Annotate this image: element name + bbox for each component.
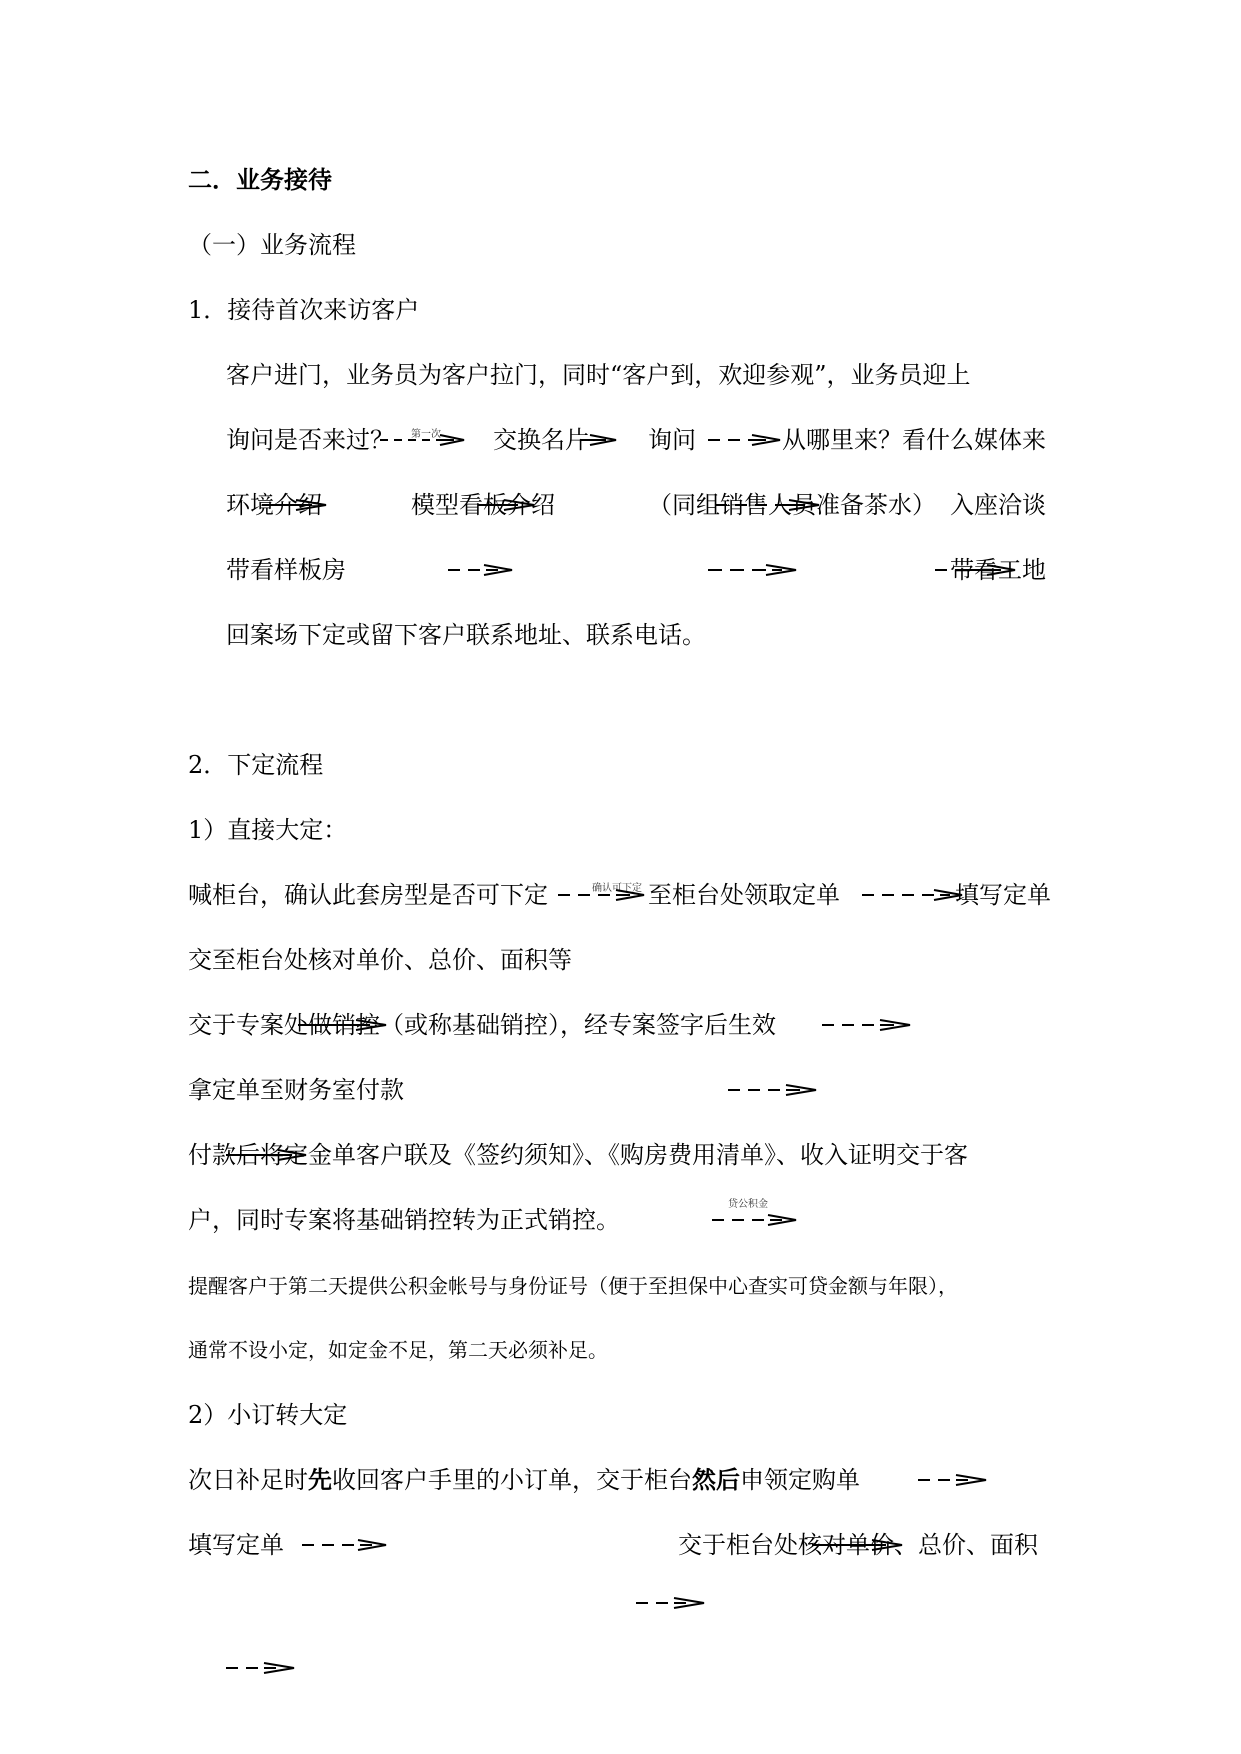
flow-arrow: [862, 889, 967, 901]
section-heading: 二．业务接待: [188, 165, 332, 194]
flow-arrow: [580, 434, 620, 446]
item1-line-where-from: 从哪里来？看什么媒体来: [782, 426, 1046, 454]
flow-arrow: [448, 564, 518, 576]
flow-arrow: [822, 1019, 917, 1031]
item2-line-verify: 交至柜台处核对单价、总价、面积等: [188, 946, 572, 974]
item2-line-after-pay: 付款后将定金单客户联及《签约须知》、《购房费用清单》、收入证明交于客: [188, 1141, 968, 1169]
item2-sub2-fill: 填写定单: [188, 1531, 284, 1559]
item2-sub2-line1: [188, 1468, 860, 1492]
item1-line-sit-down: 入座洽谈: [950, 491, 1046, 519]
section-subheading: （一）业务流程: [188, 231, 356, 259]
item1-line-site: 带看工地: [950, 556, 1046, 584]
item2-sub1: 1）直接大定：: [188, 816, 348, 844]
flow-arrow: [298, 1019, 393, 1031]
flow-arrow: [812, 1539, 907, 1551]
item2-line-call-counter: 喊柜台，确认此套房型是否可下定: [188, 881, 548, 909]
item1-title: 1．接待首次来访客户: [188, 296, 420, 324]
sub2-line1-part-b: 先: [308, 1466, 332, 1494]
flow-arrow: [380, 434, 470, 446]
flow-arrow: [935, 564, 1020, 576]
flow-arrow: [708, 564, 803, 576]
flow-arrow: [712, 1214, 802, 1226]
item2-sub2-verify: 交于柜台处核对单价、总价、面积: [678, 1531, 1038, 1559]
item2-line-fill-form: 填写定单: [955, 881, 1051, 909]
sub2-line1-part-a: 次日补足时: [188, 1466, 308, 1494]
flow-arrow: [918, 1474, 993, 1486]
item2-sub2: 2）小订转大定: [188, 1401, 348, 1429]
small-label-first-time: 第一次: [411, 429, 441, 440]
item1-line-exchange-cards: 交换名片: [493, 426, 589, 454]
flow-arrow: [708, 434, 783, 446]
item1-line-return: 回案场下定或留下客户联系地址、联系电话。: [226, 621, 706, 649]
item2-title: 2．下定流程: [188, 751, 324, 779]
item2-line-remind: 提醒客户于第二天提供公积金帐号与身份证号（便于至担保中心查实可贷金额与年限），: [188, 1274, 958, 1298]
flow-arrow: [262, 499, 332, 511]
small-label-confirm: 确认可下定: [592, 883, 642, 894]
small-label-fund: 贷公积金: [728, 1199, 768, 1210]
item1-line-environment: 环境介绍: [226, 491, 322, 519]
item2-line-pay: 拿定单至财务室付款: [188, 1076, 404, 1104]
item1-line-tea: （同组销售人员准备茶水）: [648, 491, 936, 519]
sub2-line1-part-d: 然后: [692, 1466, 740, 1494]
flow-arrow: [302, 1539, 392, 1551]
item1-line-showflat: 带看样板房: [226, 556, 346, 584]
item2-line-get-form: 至柜台处领取定单: [648, 881, 840, 909]
item2-line-specialist: 交于专案处做销控（或称基础销控），经专案签字后生效: [188, 1011, 776, 1039]
flow-arrow: [636, 1597, 711, 1609]
flow-arrow: [478, 499, 538, 511]
item1-line-model: 模型看板介绍: [411, 491, 555, 519]
sub2-line1-part-c: 收回客户手里的小订单，交于柜台: [332, 1466, 692, 1494]
flow-arrow: [715, 499, 825, 511]
item1-line-1: 客户进门，业务员为客户拉门，同时“客户到，欢迎参观”，业务员迎上: [226, 361, 971, 389]
flow-arrow: [728, 1084, 823, 1096]
item1-line-ask-visited: 询问是否来过？: [226, 426, 394, 454]
item1-line-inquire: 询问: [648, 426, 696, 454]
flow-arrow: [558, 889, 648, 901]
item2-line-formal-control: 户，同时专案将基础销控转为正式销控。: [188, 1206, 620, 1234]
sub2-line1-part-e: 申领定购单: [740, 1466, 860, 1494]
flow-arrow: [226, 1662, 301, 1674]
flow-arrow: [226, 1149, 311, 1161]
item2-line-usually: 通常不设小定，如定金不足，第二天必须补足。: [188, 1338, 608, 1362]
